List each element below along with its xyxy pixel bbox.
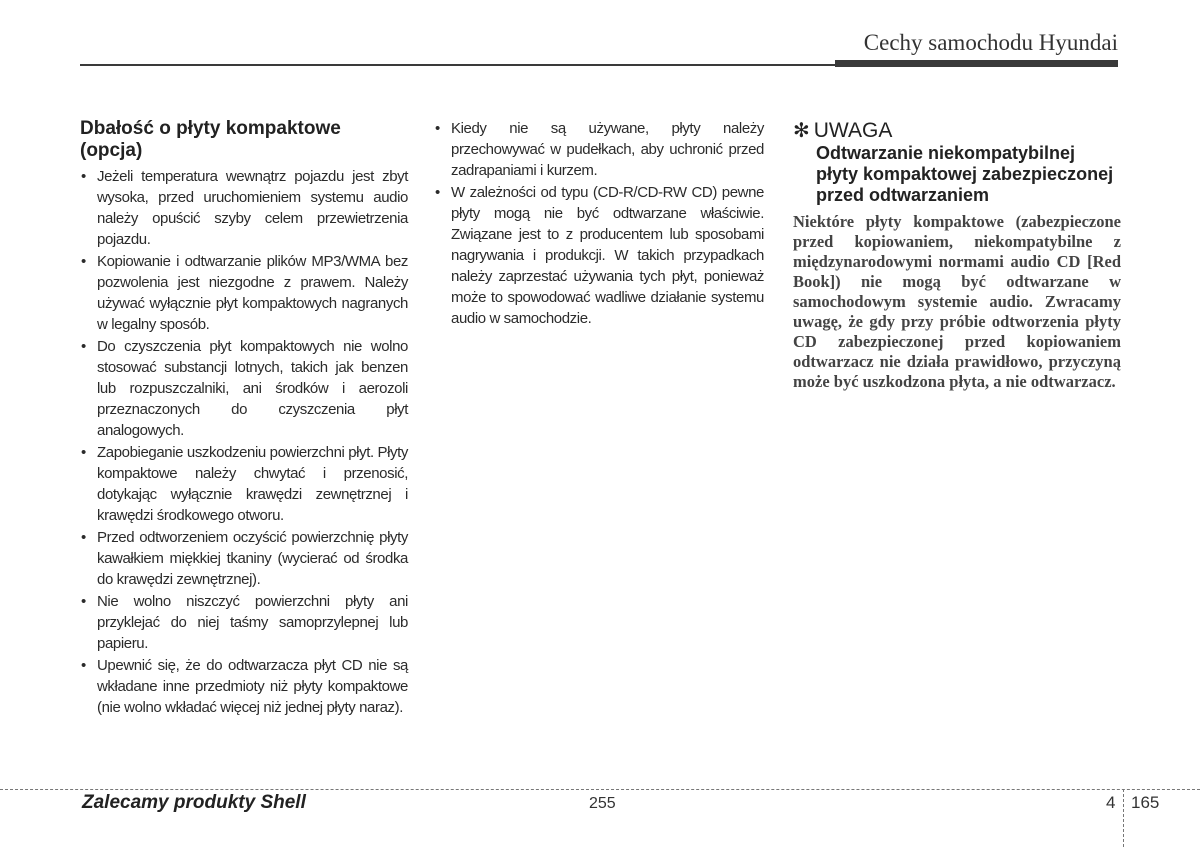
list-item-text: Kopiowanie i odtwarzanie plików MP3/WMA bez pozwolenia jest niezgodne z prawem. Należy używać wyłącznie płyt kompaktowych nagranych w legalny sposób. [97,253,408,333]
list-item [80,591,408,654]
note-asterisk-icon: ✻ [793,120,810,142]
list-item-text: W zależności od typu (CD-R/CD-RW CD) pewne płyty mogą nie być odtwarzane właściwie. Związane jest to z producentem lub sposobami nagrywania i produkcji. W takich przypadkach należy zaprzestać używania tych płyt, ponieważ może to spowodować wadliwe działanie systemu audio w samochodzie. [451,184,764,327]
footer-rule [0,789,1200,790]
footer-page-counter: 255 [589,795,616,812]
page-number: 165 [1131,793,1160,812]
note-title: UWAGA [813,119,893,142]
list-item [80,166,408,250]
footer-divider [1123,789,1124,847]
section-heading [80,118,408,162]
list-item-text: Upewnić się, że do odtwarzacza płyt CD nie są wkładane inne przedmioty niż płyty kompaktowe (nie wolno wkładać więcej niż jednej płyty naraz). [97,657,408,716]
bullet-icon: • [81,253,86,270]
bullet-icon: • [435,120,440,137]
bullet-icon: • [81,168,86,185]
middle-column [434,118,764,330]
list-item [80,655,408,718]
list-item-text: Przed odtworzeniem oczyścić powierzchnię płyty kawałkiem miękkiej tkaniny (wycierać od środka do krawędzi zewnętrznej). [97,529,408,588]
care-list-continued [434,118,764,329]
bullet-icon: • [81,529,86,546]
list-item [80,336,408,441]
list-item-text: Zapobieganie uszkodzeniu powierzchni płyt. Płyty kompaktowe należy chwytać i przenosić, dotykając wyłącznie krawędzi zewnętrznej i krawędzi środkowego otworu. [97,444,408,524]
list-item [80,251,408,335]
note-body: Niektóre płyty kompaktowe (zabezpieczone przed kopiowaniem, niekompatybilne z międzynarodowymi normami audio CD [Red Book]) nie mogą być odtwarzane w samochodowym systemie audio. Zwracamy uwagę, że gdy przy próbie odtworzenia płyty CD zabezpieczonej przed kopiowaniem odtwarzacz nie działa prawidłowo, przyczyną może być uszkodzona płyta, a nie odtwarzacz. [793,212,1121,391]
list-item [80,527,408,590]
bullet-icon: • [81,657,86,674]
bullet-icon: • [435,184,440,201]
note-subtitle: Odtwarzanie niekompatybilnej płyty kompaktowej zabezpieczonej przed odtwarzaniem [816,143,1114,205]
page-header-title: Cechy samochodu Hyundai [863,30,1118,55]
list-item-text: Nie wolno niszczyć powierzchni płyty ani przyklejać do niej taśmy samoprzylepnej lub papieru. [97,593,408,652]
section-heading-line2: (opcja) [80,140,143,161]
list-item [80,442,408,526]
care-list [80,166,408,718]
chapter-number: 4 [1106,793,1116,812]
note-box [793,118,1121,392]
list-item-text: Do czyszczenia płyt kompaktowych nie wolno stosować substancji lotnych, takich jak benzen lub rozpuszczalniki, ani środków i aerozoli przeznaczonych do czyszczenia płyt analogowych. [97,338,408,439]
list-item [434,118,764,181]
bullet-icon: • [81,338,86,355]
list-item-text: Kiedy nie są używane, płyty należy przechowywać w pudełkach, aby uchronić przed zadrapaniami i kurzem. [451,120,764,179]
bullet-icon: • [81,593,86,610]
section-heading-line1: Dbałość o płyty kompaktowe [80,118,341,139]
list-item [434,182,764,329]
left-column [80,118,408,719]
bullet-icon: • [81,444,86,461]
header-rule-accent [835,60,1118,67]
footer-brand: Zalecamy produkty Shell [82,792,306,813]
note-heading [793,119,1121,143]
list-item-text: Jeżeli temperatura wewnątrz pojazdu jest zbyt wysoka, przed uruchomieniem systemu audio należy opuścić szyby celem przewietrzenia pojazdu. [97,168,408,248]
